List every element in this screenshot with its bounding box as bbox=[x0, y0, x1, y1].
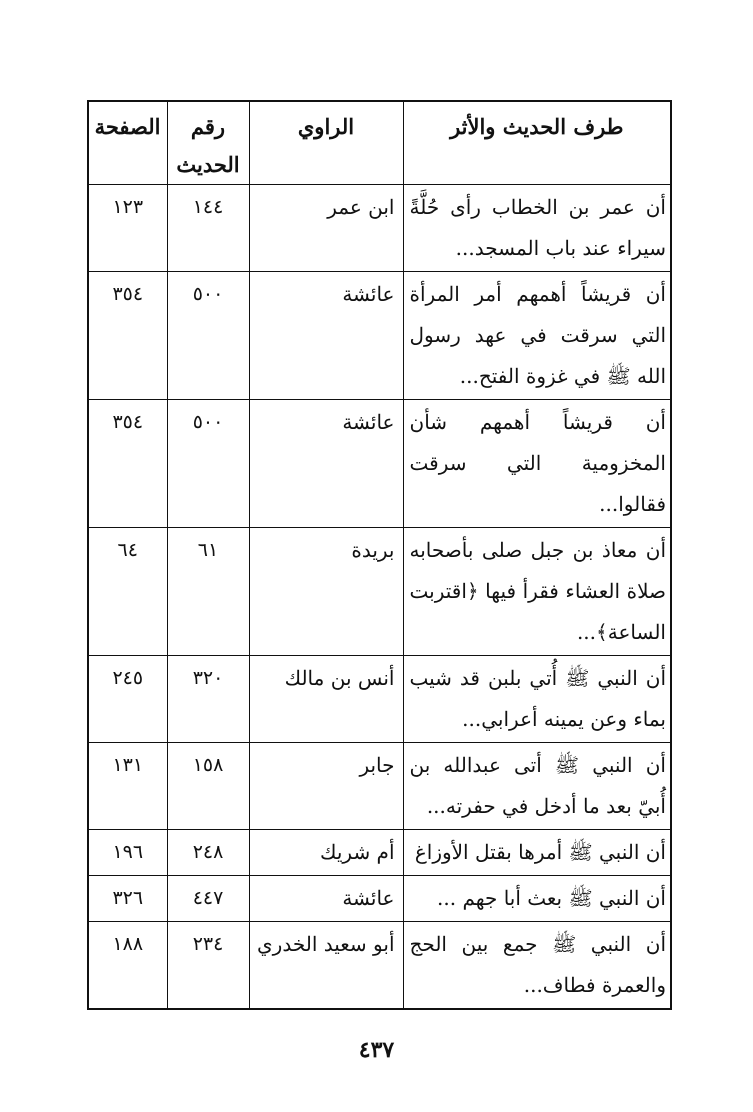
hadith-number: ٣٢٠ bbox=[167, 656, 249, 743]
table-row bbox=[88, 922, 671, 1010]
hadith-number: ٢٣٤ bbox=[167, 922, 249, 1010]
hadith-text: أن قريشاً أهمهم شأن المخزومية التي سرقت فقالوا... bbox=[403, 400, 671, 528]
table-row bbox=[88, 743, 671, 830]
page-number: ٤٣٧ bbox=[358, 1037, 395, 1063]
hadith-number: ١٥٨ bbox=[167, 743, 249, 830]
page-ref: ٢٤٥ bbox=[88, 656, 167, 743]
narrator: أنس بن مالك bbox=[249, 656, 403, 743]
page-ref: ١٨٨ bbox=[88, 922, 167, 1010]
page-ref: ٣٥٤ bbox=[88, 272, 167, 400]
page-ref: ٦٤ bbox=[88, 528, 167, 656]
hadith-number: ١٤٤ bbox=[167, 185, 249, 272]
table-row bbox=[88, 876, 671, 922]
page-ref: ٣٢٦ bbox=[88, 876, 167, 922]
hadith-text: أن عمر بن الخطاب رأى حُلَّةً سيراء عند باب المسجد... bbox=[403, 185, 671, 272]
narrator: أبو سعيد الخدري bbox=[249, 922, 403, 1010]
hadith-text: أن النبي ﷺ أمرها بقتل الأوزاغ bbox=[403, 830, 671, 876]
hadith-number: ٦١ bbox=[167, 528, 249, 656]
table-row bbox=[88, 185, 671, 272]
hadith-index-table bbox=[87, 100, 672, 1010]
hadith-text: أن النبي ﷺ أتى عبدالله بن أُبيّ بعد ما أدخل في حفرته... bbox=[403, 743, 671, 830]
table-row bbox=[88, 272, 671, 400]
hadith-number: ٤٤٧ bbox=[167, 876, 249, 922]
hadith-number: ٥٠٠ bbox=[167, 272, 249, 400]
header-hadith-number: رقم الحديث bbox=[167, 101, 249, 185]
table-row bbox=[88, 528, 671, 656]
narrator: عائشة bbox=[249, 876, 403, 922]
page-ref: ١٩٦ bbox=[88, 830, 167, 876]
narrator: عائشة bbox=[249, 400, 403, 528]
narrator: أم شريك bbox=[249, 830, 403, 876]
table-row bbox=[88, 656, 671, 743]
page-ref: ١٣١ bbox=[88, 743, 167, 830]
hadith-text: أن قريشاً أهمهم أمر المرأة التي سرقت في عهد رسول الله ﷺ في غزوة الفتح... bbox=[403, 272, 671, 400]
header-page: الصفحة bbox=[88, 101, 167, 185]
hadith-text: أن النبي ﷺ جمع بين الحج والعمرة فطاف... bbox=[403, 922, 671, 1010]
table-row bbox=[88, 400, 671, 528]
page-ref: ٣٥٤ bbox=[88, 400, 167, 528]
header-narrator: الراوي bbox=[249, 101, 403, 185]
narrator: بريدة bbox=[249, 528, 403, 656]
table-header-row bbox=[88, 101, 671, 185]
narrator: ابن عمر bbox=[249, 185, 403, 272]
narrator: عائشة bbox=[249, 272, 403, 400]
table-row bbox=[88, 830, 671, 876]
hadith-number: ٢٤٨ bbox=[167, 830, 249, 876]
header-hadith: طرف الحديث والأثر bbox=[403, 101, 671, 185]
hadith-text: أن النبي ﷺ أُتي بلبن قد شيب بماء وعن يمينه أعرابي... bbox=[403, 656, 671, 743]
hadith-text: أن معاذ بن جبل صلى بأصحابه صلاة العشاء فقرأ فيها ﴿اقتربت الساعة﴾... bbox=[403, 528, 671, 656]
page-ref: ١٢٣ bbox=[88, 185, 167, 272]
hadith-number: ٥٠٠ bbox=[167, 400, 249, 528]
hadith-text: أن النبي ﷺ بعث أبا جهم ... bbox=[403, 876, 671, 922]
narrator: جابر bbox=[249, 743, 403, 830]
